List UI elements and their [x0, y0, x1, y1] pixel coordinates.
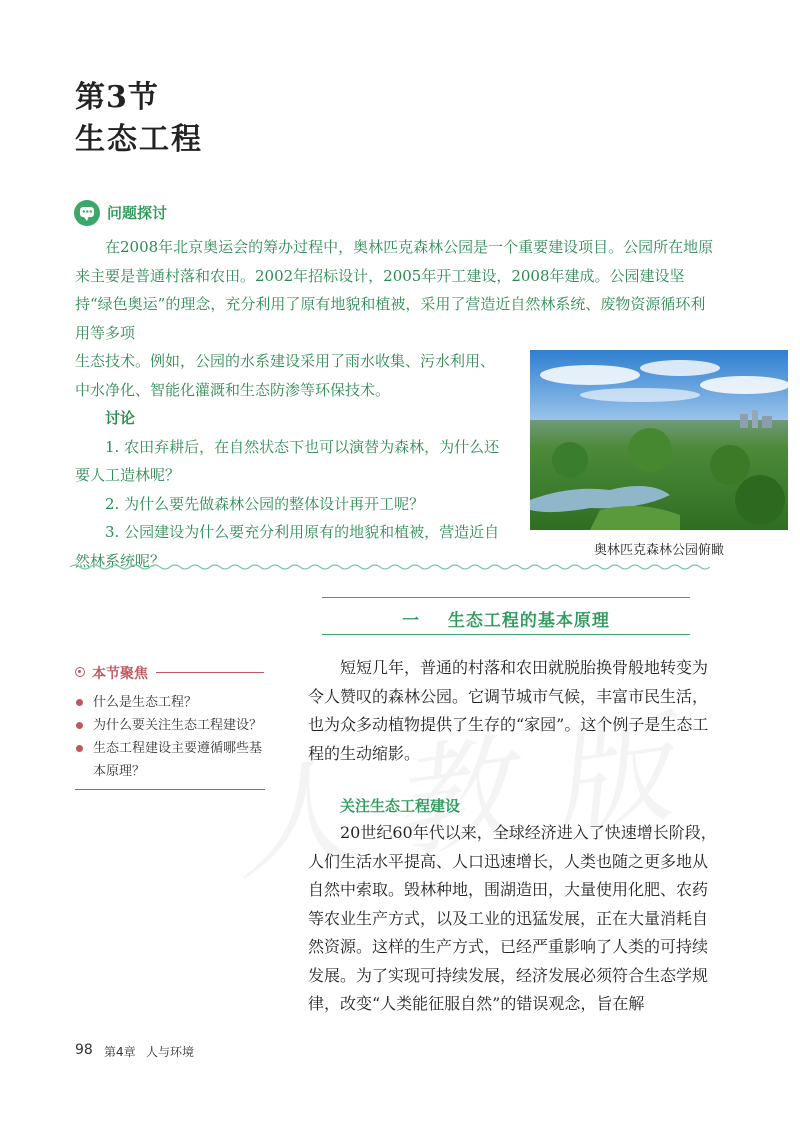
body-paragraph-2: 20世纪60年代以来，全球经济进入了快速增长阶段，人们生活水平提高、人口迅速增长，人类也随之更多地从自然中索取。毁林种地，围湖造田，大量使用化肥、农药等农业生产方式，以及工业的迅猛发展，正在大量消耗自然资源。这样的生产方式，已经严重影响了人类的可持续发展。为了实现可持续发展，经济发展必须符合生态学规律，改变“人类能征服自然”的错误观念，旨在解 — [308, 823, 717, 1013]
target-icon — [75, 667, 85, 677]
list-item: 什么是生态工程？ — [75, 691, 270, 714]
heading-rule-top — [322, 597, 690, 598]
inquiry-paragraph-2: 生态技术。例如，公园的水系建设采用了雨水收集、污水利用、中水净化、智能化灌溉和生态防渗等环保技术。 — [75, 352, 496, 399]
inquiry-title: 问题探讨 — [107, 204, 168, 222]
body-subheading: 关注生态工程建设 — [340, 797, 461, 815]
discussion-question-1: 1. 农田弃耕后，在自然状态下也可以演替为森林，为什么还要人工造林呢？ — [75, 437, 500, 484]
inquiry-text-cont — [75, 347, 505, 575]
focus-title: 本节聚焦 — [92, 666, 148, 682]
body-text-2 — [308, 819, 720, 1019]
discussion-question-2: 2. 为什么要先做森林公园的整体设计再开工呢？ — [105, 494, 425, 513]
section-title: 生态工程 — [75, 122, 203, 157]
body-text — [308, 654, 720, 768]
discussion-label: 讨论 — [105, 409, 136, 427]
heading-rule-bottom — [322, 634, 690, 635]
photo-caption: 奥林匹克森林公园俯瞰 — [593, 543, 724, 558]
chapter-label: 第4章 — [104, 1045, 136, 1059]
focus-list — [75, 691, 270, 783]
section-number: 第3节 — [75, 80, 159, 115]
forest-park-aerial-photo — [530, 350, 788, 530]
page-number: 98 — [75, 1042, 93, 1058]
list-item: 生态工程建设主要遵循哪些基本原理？ — [75, 737, 270, 783]
wavy-divider — [70, 562, 710, 572]
chat-bubble-icon — [74, 200, 100, 226]
focus-rule-bottom — [75, 789, 265, 790]
chapter-title: 人与环境 — [146, 1045, 195, 1059]
subsection-title: 生态工程的基本原理 — [447, 611, 610, 631]
body-paragraph-1: 短短几年，普通的村落和农田就脱胎换骨般地转变为令人赞叹的森林公园。它调节城市气候，丰富市民生活，也为众多动植物提供了生存的“家园”。这个例子是生态工程的生动缩影。 — [308, 658, 709, 763]
inquiry-paragraph-1: 在2008年北京奥运会的筹办过程中，奥林匹克森林公园是一个重要建设项目。公园所在地原来主要是普通村落和农田。2002年招标设计，2005年开工建设，2008年建成。公园建设坚持“绿色奥运”的理念，充分利用了原有地貌和植被，采用了营造近自然林系统、废物资源循环利用等多项 — [75, 238, 714, 342]
inquiry-text — [75, 233, 715, 347]
discussion-question-3: 3. 公园建设为什么要充分利用原有的地貌和植被，营造近自然林系统呢？ — [75, 523, 500, 570]
focus-rule — [156, 672, 264, 673]
list-item: 为什么要关注生态工程建设？ — [75, 714, 270, 737]
subsection-heading — [322, 606, 690, 631]
subsection-number: 一 — [402, 611, 421, 631]
